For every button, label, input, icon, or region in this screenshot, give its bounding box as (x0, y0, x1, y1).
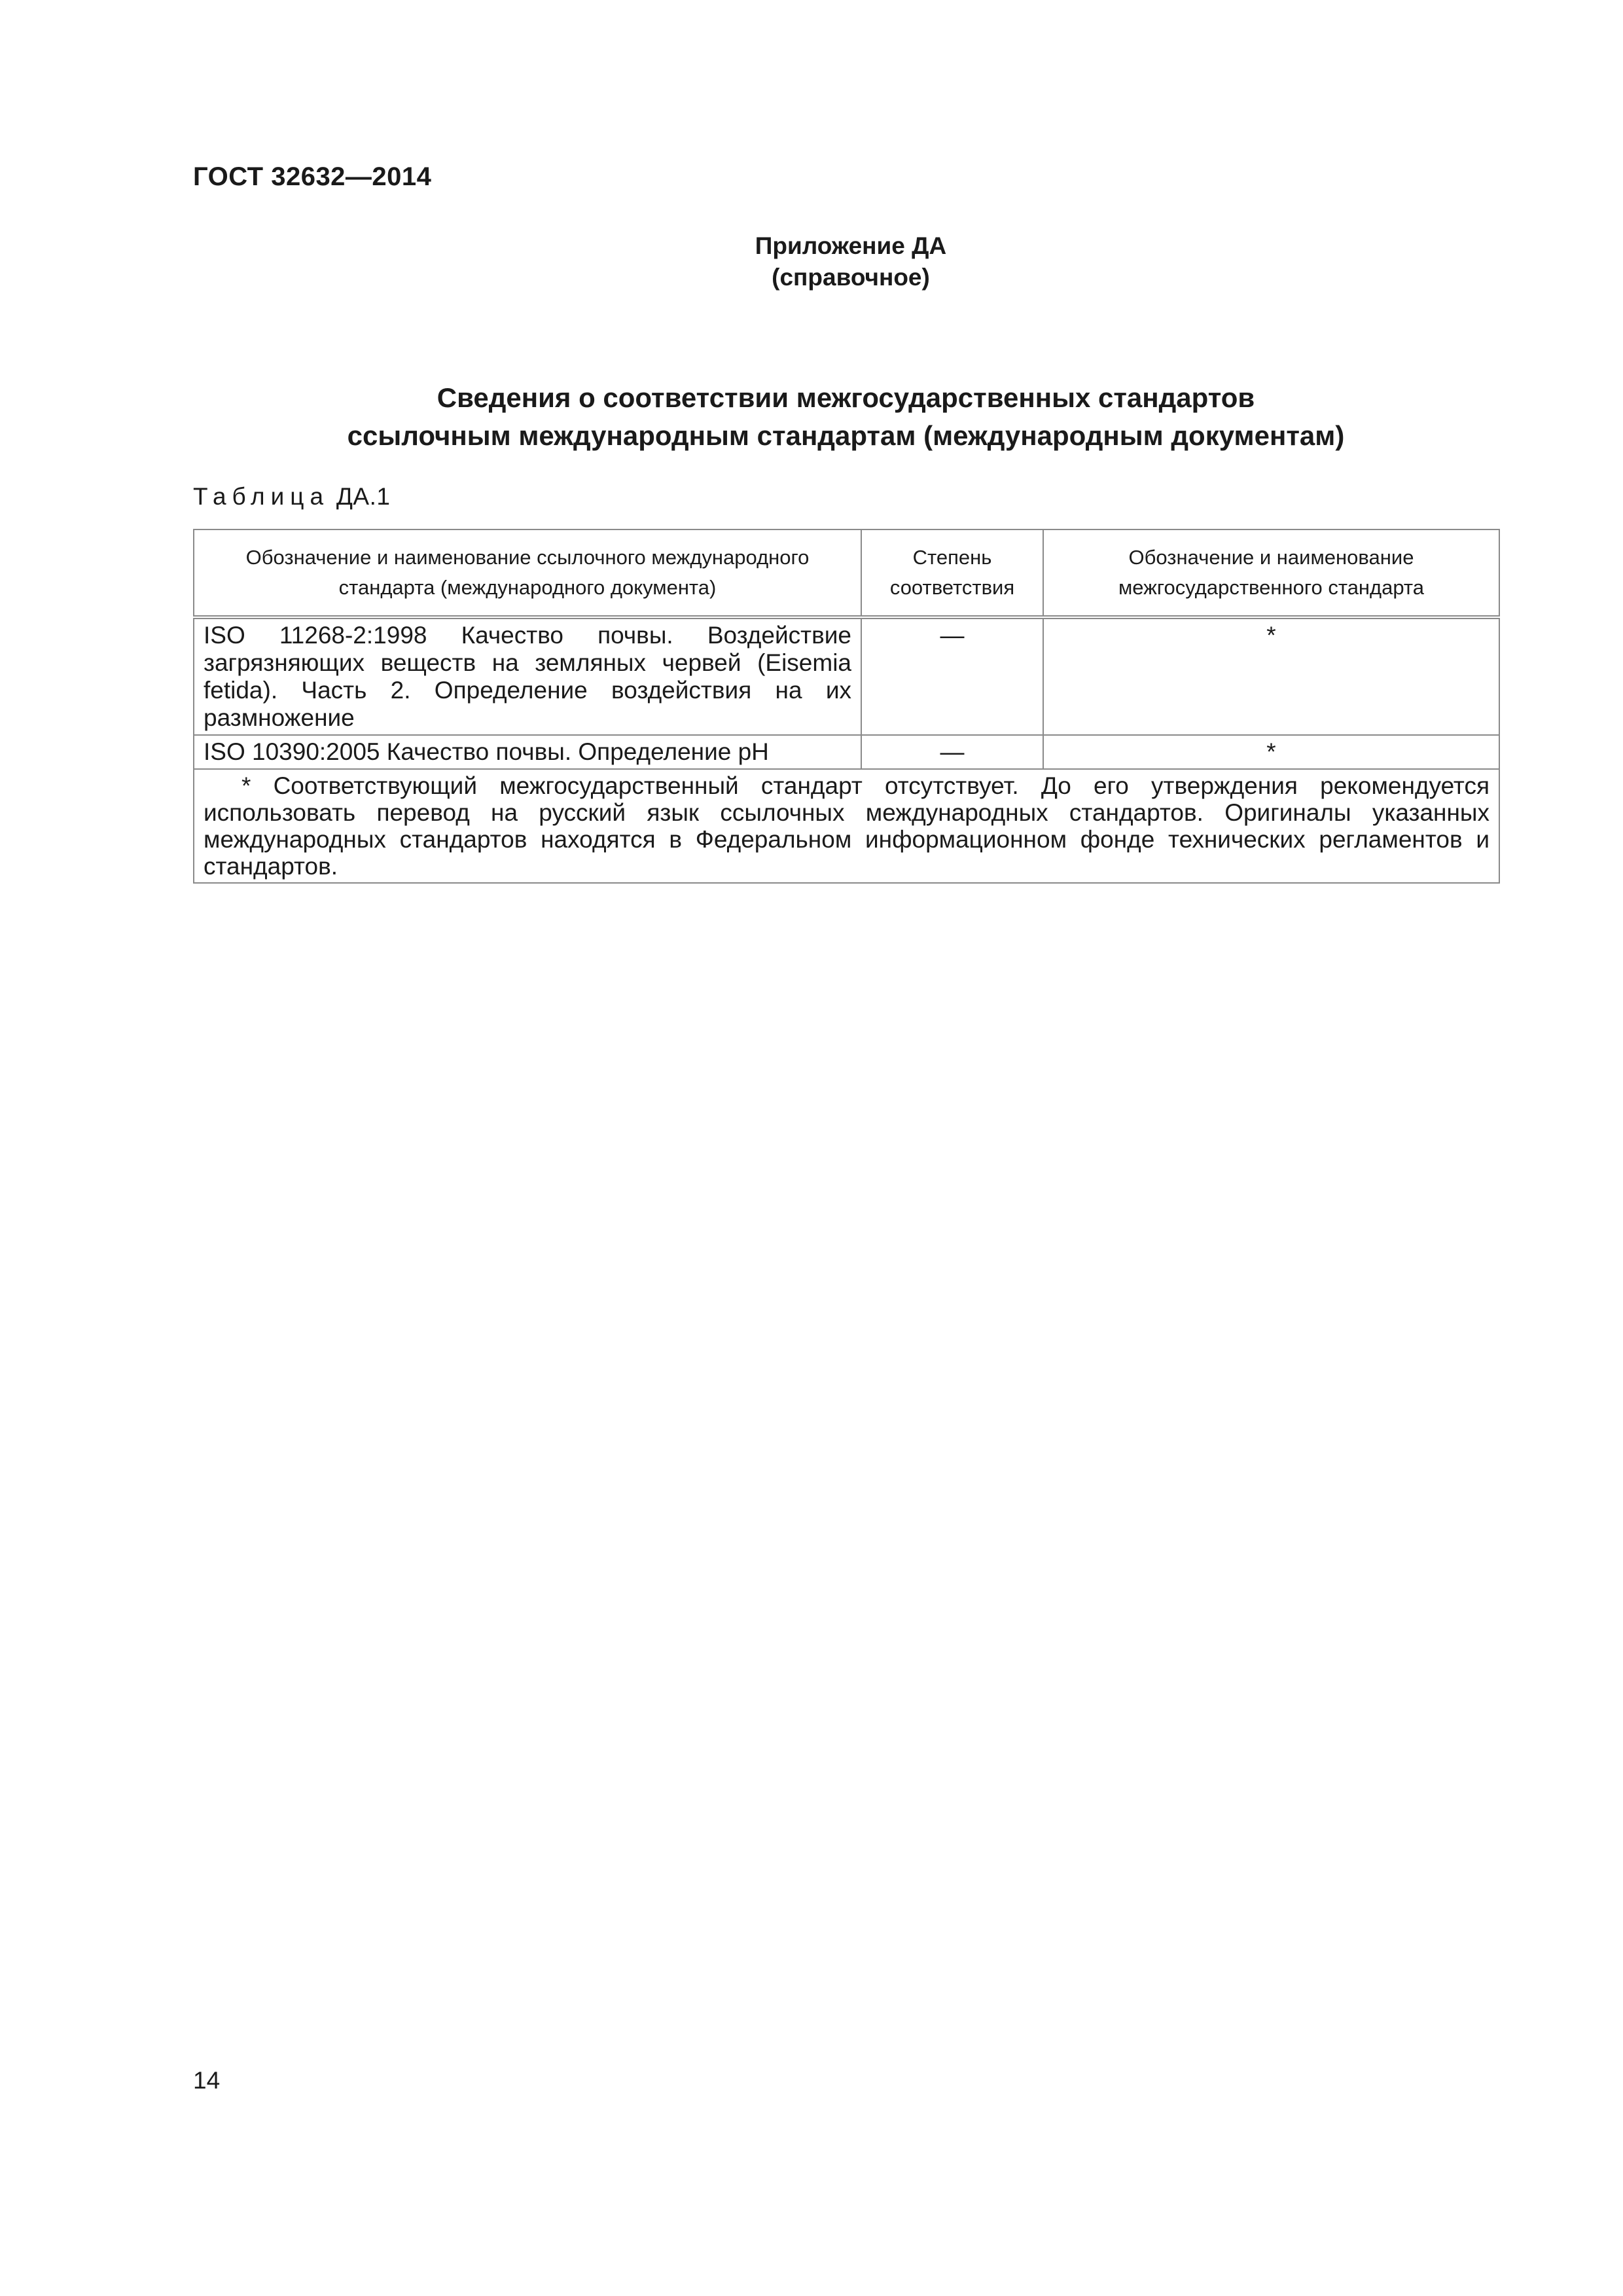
section-heading-line-1: Сведения о соответствии межгосударственных стандартов (437, 382, 1255, 413)
section-heading-line-2: ссылочным международным стандартам (международным документам) (347, 420, 1345, 451)
page-number: 14 (193, 2067, 221, 2094)
header-degree-of-conformity: Степень соответствия (861, 529, 1043, 617)
table-row (194, 735, 1499, 769)
table-caption-prefix: Таблица (193, 483, 330, 510)
table-footnote: * Соответствующий межгосударственный стандарт отсутствует. До его утверждения рекомендуется использовать перевод на русский язык ссылочных международных стандартов. Оригиналы указанных международных стандартов находятся в Федеральном информационном фонде технических регламентов и стандартов. (204, 772, 1489, 880)
degree-cell: — (861, 617, 1043, 735)
interstate-standard-cell: * (1043, 735, 1499, 769)
appendix-kind: (справочное) (772, 264, 930, 291)
table-caption-number: ДА.1 (336, 483, 391, 510)
document-code: ГОСТ 32632—2014 (193, 162, 432, 191)
reference-standard-cell: ISO 11268-2:1998 Качество почвы. Воздействие загрязняющих веществ на земляных червей (Eisemia fetida). Часть 2. Определение воздействия на их размножение (194, 617, 861, 735)
table-caption (193, 483, 390, 511)
table-row (194, 617, 1499, 735)
table-footnote-row (194, 769, 1499, 883)
interstate-standard-cell: * (1043, 617, 1499, 735)
header-reference-standard: Обозначение и наименование ссылочного международного стандарта (международного документа) (194, 529, 861, 617)
reference-standards-table (193, 529, 1500, 884)
table-header-row (194, 529, 1499, 617)
reference-standard-cell: ISO 10390:2005 Качество почвы. Определение pH (194, 735, 861, 769)
degree-cell: — (861, 735, 1043, 769)
header-interstate-standard: Обозначение и наименование межгосударственного стандарта (1043, 529, 1499, 617)
appendix-title: Приложение ДА (755, 232, 947, 259)
table-footnote-cell (194, 769, 1499, 883)
